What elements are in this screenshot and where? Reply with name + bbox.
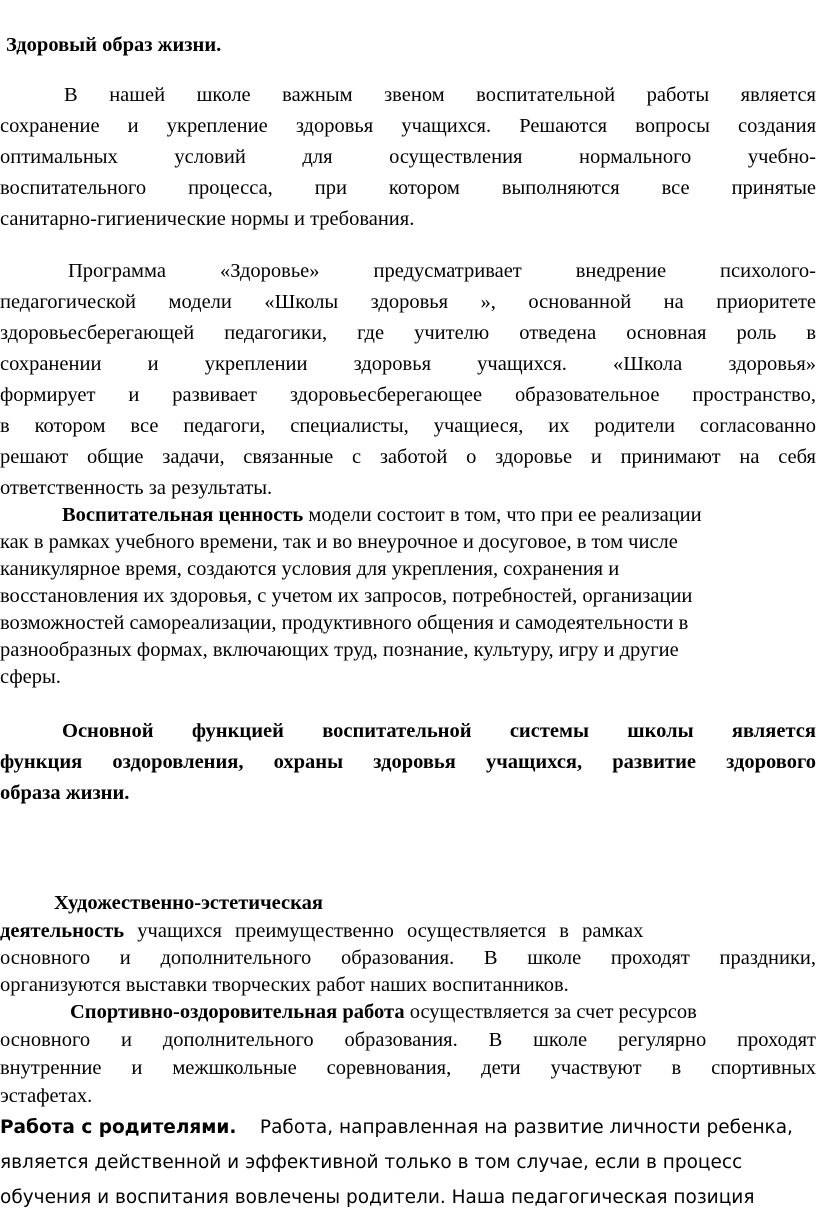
paragraph-7-lead-rest: Работа, направленная на развитие личности ребенка, bbox=[236, 1117, 793, 1138]
paragraph-7-lead-line bbox=[0, 1113, 816, 1143]
paragraph-2-line: решают общие задачи, связанные с заботой о здоровье и принимают на себя bbox=[0, 446, 816, 468]
paragraph-3-line: разнообразных формах, включающих труд, познание, культуру, игру и другие bbox=[0, 639, 679, 661]
paragraph-3-line: возможностей самореализации, продуктивного общения и самодеятельности в bbox=[0, 612, 689, 634]
paragraph-7-line: обучения и воспитания вовлечены родители. Наша педагогическая позиция bbox=[0, 1187, 755, 1208]
paragraph-3-line: сферы. bbox=[0, 666, 61, 688]
paragraph-3-line: как в рамках учебного времени, так и во внеурочное и досуговое, в том числе bbox=[0, 531, 678, 553]
paragraph-2-line: педагогической модели «Школы здоровья », основанной на приоритете bbox=[0, 291, 816, 313]
paragraph-6-lead-rest: осуществляется за счет ресурсов bbox=[404, 1001, 697, 1023]
paragraph-1-line: сохранение и укрепление здоровья учащихся. Решаются вопросы создания bbox=[0, 115, 816, 137]
paragraph-7-bold-lead: Работа с родителями. bbox=[0, 1117, 237, 1138]
paragraph-4-line: функция оздоровления, охраны здоровья учащихся, развитие здорового bbox=[0, 751, 816, 773]
paragraph-1-line: воспитательного процесса, при котором выполняются все принятые bbox=[0, 177, 816, 199]
paragraph-2-line: Программа «Здоровье» предусматривает внедрение психолого- bbox=[68, 260, 816, 282]
paragraph-6-line: внутренние и межшкольные соревнования, дети участвуют в спортивных bbox=[0, 1057, 816, 1079]
paragraph-5-line: основного и дополнительного образования. В школе проходят праздники, bbox=[0, 947, 816, 969]
paragraph-1-line: оптимальных условий для осуществления нормального учебно- bbox=[0, 146, 816, 168]
paragraph-2-line: в котором все педагоги, специалисты, учащиеся, их родители согласованно bbox=[0, 415, 816, 437]
paragraph-3-lead-line bbox=[62, 500, 816, 530]
paragraph-2-line: формирует и развивает здоровьесберегающее образовательное пространство, bbox=[0, 384, 816, 406]
paragraph-2-line: сохранении и укреплении здоровья учащихся. «Школа здоровья» bbox=[0, 353, 816, 375]
paragraph-1-line: В нашей школе важным звеном воспитательной работы является bbox=[64, 84, 816, 106]
paragraph-5-line: организуются выставки творческих работ наших воспитанников. bbox=[0, 974, 569, 996]
paragraph-2-line: здоровьесберегающей педагогики, где учителю отведена основная роль в bbox=[0, 322, 816, 344]
paragraph-6-lead-line bbox=[70, 997, 816, 1027]
paragraph-5-bold-lead: деятельность bbox=[0, 920, 125, 942]
paragraph-4-line: Основной функцией воспитательной системы школы является bbox=[62, 720, 816, 742]
paragraph-7-line: является действенной и эффективной только в том случае, если в процесс bbox=[0, 1152, 743, 1173]
paragraph-3-line: каникулярное время, создаются условия для укрепления, сохранения и bbox=[0, 558, 620, 580]
document-title: Здоровый образ жизни. bbox=[6, 34, 222, 56]
paragraph-4-line: образа жизни. bbox=[0, 782, 130, 804]
paragraph-6-bold-lead: Спортивно-оздоровительная работа bbox=[70, 1001, 405, 1023]
paragraph-5-lead-line bbox=[0, 916, 816, 946]
paragraph-6-line: основного и дополнительного образования. В школе регулярно проходят bbox=[0, 1029, 816, 1051]
paragraph-2-line: ответственность за результаты. bbox=[0, 477, 273, 499]
paragraph-3-line: восстановления их здоровья, с учетом их запросов, потребностей, организации bbox=[0, 585, 693, 607]
paragraph-5-lead-rest: учащихся преимущественно осуществляется в рамках bbox=[124, 920, 644, 942]
paragraph-5-heading: Художественно-эстетическая bbox=[54, 892, 323, 914]
paragraph-3-lead-rest: модели состоит в том, что при ее реализации bbox=[303, 504, 702, 526]
paragraph-6-line: эстафетах. bbox=[0, 1085, 93, 1107]
paragraph-1-line: санитарно-гигиенические нормы и требования. bbox=[0, 208, 415, 230]
paragraph-3-bold-lead: Воспитательная ценность bbox=[62, 504, 304, 526]
